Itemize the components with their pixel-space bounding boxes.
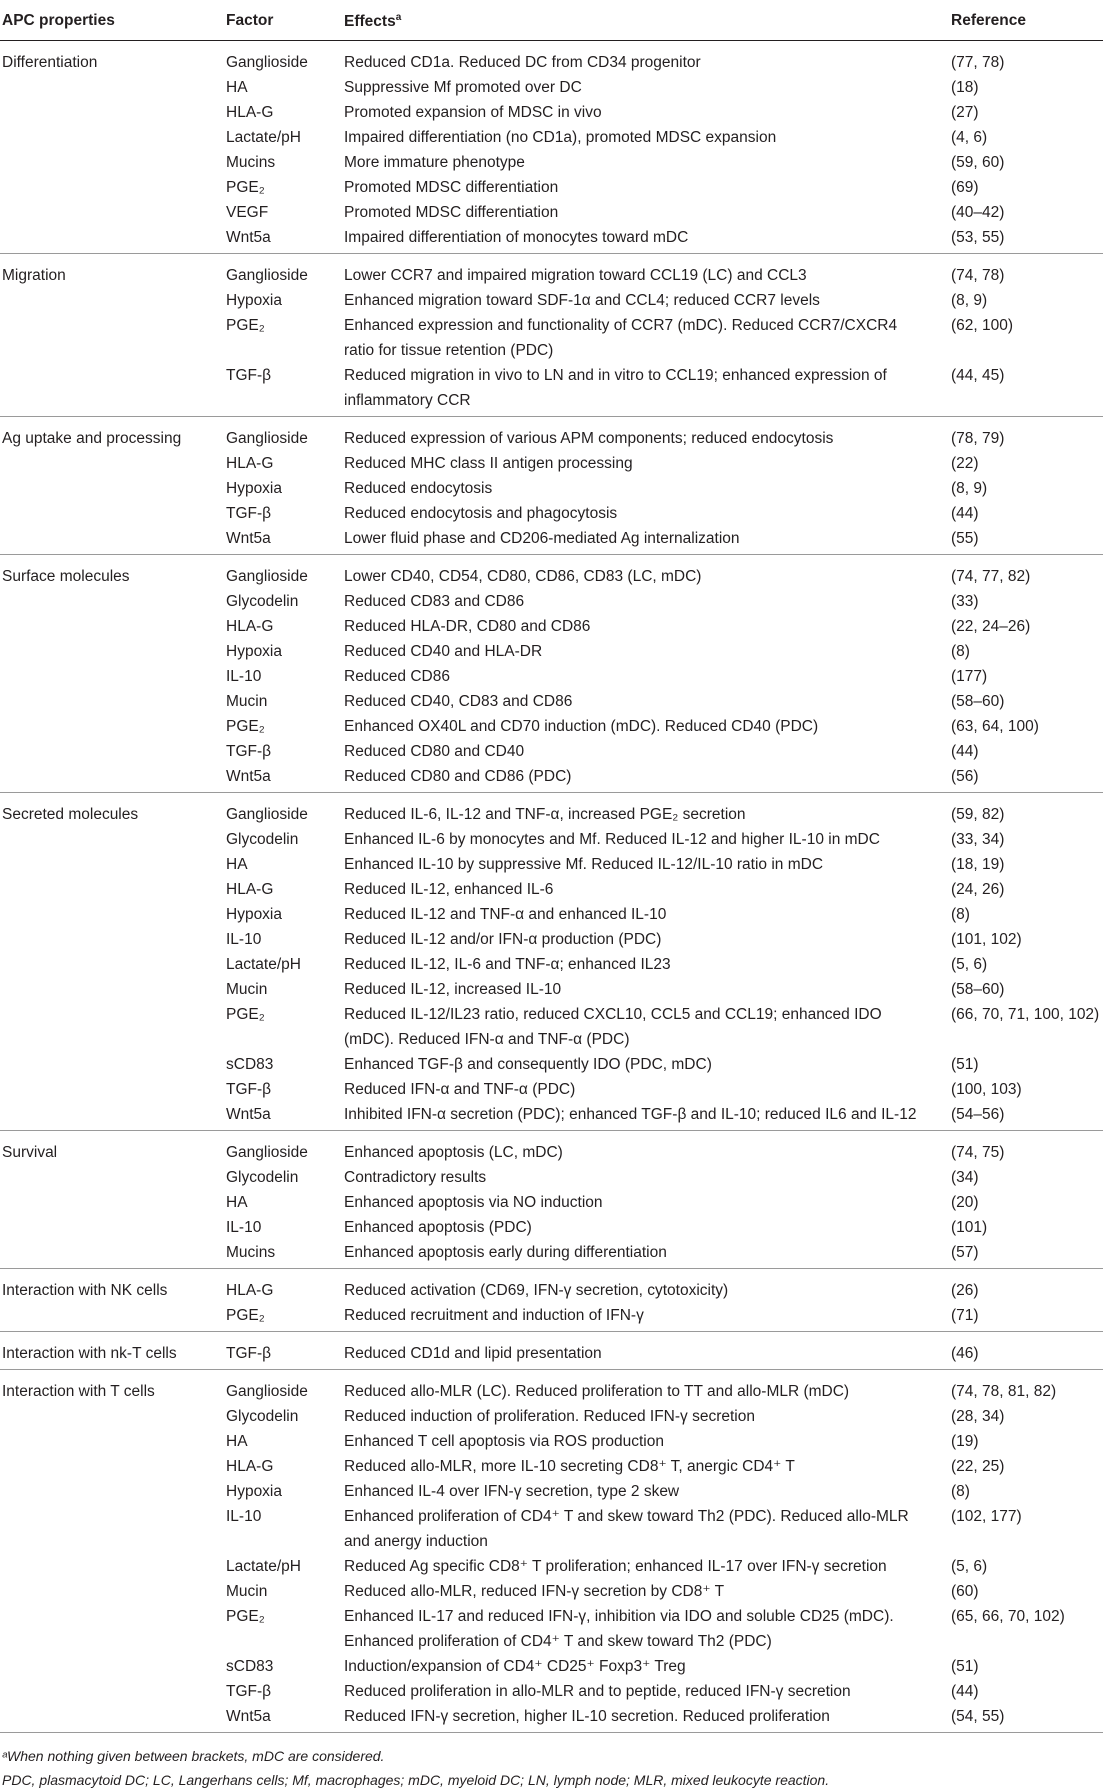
reference-cell: (59, 60) xyxy=(951,154,1005,171)
table-row xyxy=(0,100,1103,125)
table-row xyxy=(0,802,1103,827)
effect-cell: Enhanced expression and functionality of CCR7 (mDC). Reduced CCR7/CXCR4 ratio for tissue retention (PDC) xyxy=(344,317,898,359)
effect-cell: Reduced induction of proliferation. Reduced IFN-γ secretion xyxy=(344,1408,755,1425)
factor-cell: Glycodelin xyxy=(226,1408,299,1425)
reference-cell: (78, 79) xyxy=(951,430,1005,447)
effect-cell: Enhanced apoptosis (LC, mDC) xyxy=(344,1144,563,1161)
reference-cell: (71) xyxy=(951,1307,979,1324)
factor-cell: HLA-G xyxy=(226,104,274,121)
effect-cell: Enhanced IL-4 over IFN-γ secretion, type 2 skew xyxy=(344,1483,680,1500)
factor-cell: HLA-G xyxy=(226,1458,274,1475)
effect-cell: Reduced IL-6, IL-12 and TNF-α, increased PGE₂ secretion xyxy=(344,806,746,823)
row-group xyxy=(0,254,1103,417)
reference-cell: (8) xyxy=(951,1483,970,1500)
effect-cell: Reduced IL-12, enhanced IL-6 xyxy=(344,881,554,898)
table-row xyxy=(0,1454,1103,1479)
effect-cell: Reduced expression of various APM components; reduced endocytosis xyxy=(344,430,834,447)
table-row xyxy=(0,664,1103,689)
table-row xyxy=(0,1554,1103,1579)
table-row xyxy=(0,852,1103,877)
effect-cell: Reduced IL-12 and TNF-α and enhanced IL-10 xyxy=(344,906,667,923)
table-row xyxy=(0,639,1103,664)
factor-cell: Hypoxia xyxy=(226,1483,282,1500)
table-row xyxy=(0,902,1103,927)
factor-cell: Mucin xyxy=(226,693,268,710)
factor-cell: Hypoxia xyxy=(226,292,282,309)
effect-cell: Suppressive Mf promoted over DC xyxy=(344,79,582,96)
factor-cell: Hypoxia xyxy=(226,906,282,923)
effect-cell: Reduced HLA-DR, CD80 and CD86 xyxy=(344,618,591,635)
factor-cell: HLA-G xyxy=(226,881,274,898)
effect-cell: Enhanced apoptosis via NO induction xyxy=(344,1194,603,1211)
reference-cell: (102, 177) xyxy=(951,1508,1022,1525)
apc-property-label: Surface molecules xyxy=(2,568,130,585)
factor-cell: PGE₂ xyxy=(226,1006,265,1023)
reference-cell: (22) xyxy=(951,455,979,472)
effect-cell: Inhibited IFN-α secretion (PDC); enhanced TGF-β and IL-10; reduced IL6 and IL-12 xyxy=(344,1106,917,1123)
factor-cell: Glycodelin xyxy=(226,1169,299,1186)
reference-cell: (66, 70, 71, 100, 102) xyxy=(951,1006,1100,1023)
effect-cell: Induction/expansion of CD4⁺ CD25⁺ Foxp3⁺ Treg xyxy=(344,1658,686,1675)
reference-cell: (24, 26) xyxy=(951,881,1005,898)
table-row xyxy=(0,739,1103,764)
effect-cell: Reduced CD40, CD83 and CD86 xyxy=(344,693,573,710)
effect-cell: Enhanced IL-10 by suppressive Mf. Reduced IL-12/IL-10 ratio in mDC xyxy=(344,856,824,873)
table-row xyxy=(0,977,1103,1002)
table-row xyxy=(0,1479,1103,1504)
effect-cell: Reduced CD83 and CD86 xyxy=(344,593,525,610)
reference-cell: (4, 6) xyxy=(951,129,988,146)
factor-cell: sCD83 xyxy=(226,1658,274,1675)
effect-cell: Reduced CD86 xyxy=(344,668,450,685)
reference-cell: (18) xyxy=(951,79,979,96)
reference-cell: (74, 75) xyxy=(951,1144,1005,1161)
table-row xyxy=(0,1278,1103,1303)
effect-cell: Lower fluid phase and CD206-mediated Ag internalization xyxy=(344,530,740,547)
apc-property-label: Migration xyxy=(2,267,66,284)
table-row xyxy=(0,225,1103,250)
reference-cell: (44) xyxy=(951,505,979,522)
effect-cell: More immature phenotype xyxy=(344,154,525,171)
factor-cell: TGF-β xyxy=(226,505,272,522)
factor-cell: Glycodelin xyxy=(226,831,299,848)
effect-cell: Reduced IFN-α and TNF-α (PDC) xyxy=(344,1081,576,1098)
factor-cell: IL-10 xyxy=(226,1219,262,1236)
effect-cell: Promoted expansion of MDSC in vivo xyxy=(344,104,602,121)
table-row xyxy=(0,288,1103,313)
reference-cell: (22, 25) xyxy=(951,1458,1005,1475)
row-group xyxy=(0,1269,1103,1332)
effect-cell: Reduced IL-12, increased IL-10 xyxy=(344,981,562,998)
effect-cell: Promoted MDSC differentiation xyxy=(344,179,559,196)
table-row xyxy=(0,1077,1103,1102)
effect-cell: Reduced IL-12 and/or IFN-α production (PDC) xyxy=(344,931,662,948)
factor-cell: Glycodelin xyxy=(226,593,299,610)
effect-cell: Reduced allo-MLR (LC). Reduced proliferation to TT and allo-MLR (mDC) xyxy=(344,1383,850,1400)
table-row xyxy=(0,1579,1103,1604)
effect-cell: Impaired differentiation (no CD1a), promoted MDSC expansion xyxy=(344,129,777,146)
effect-cell: Reduced IL-12/IL23 ratio, reduced CXCL10, CCL5 and CCL19; enhanced IDO (mDC). Reduced IFN-α and TNF-α (PDC) xyxy=(344,1006,882,1048)
header-effects xyxy=(344,12,401,31)
reference-cell: (65, 66, 70, 102) xyxy=(951,1608,1065,1625)
factor-cell: HA xyxy=(226,1194,248,1211)
reference-cell: (20) xyxy=(951,1194,979,1211)
factor-cell: Mucins xyxy=(226,1244,276,1261)
table-row xyxy=(0,689,1103,714)
reference-cell: (8) xyxy=(951,906,970,923)
reference-cell: (74, 78) xyxy=(951,267,1005,284)
reference-cell: (22, 24–26) xyxy=(951,618,1031,635)
reference-cell: (8, 9) xyxy=(951,292,988,309)
table-body xyxy=(0,41,1103,1733)
factor-cell: Mucin xyxy=(226,981,268,998)
effect-cell: Promoted MDSC differentiation xyxy=(344,204,559,221)
table-row xyxy=(0,50,1103,75)
factor-cell: Wnt5a xyxy=(226,768,271,785)
table-row xyxy=(0,313,1103,363)
table-row xyxy=(0,125,1103,150)
table-row xyxy=(0,476,1103,501)
apc-property-label: Secreted molecules xyxy=(2,806,139,823)
factor-cell: PGE₂ xyxy=(226,1307,265,1324)
apc-property-label: Interaction with T cells xyxy=(2,1383,155,1400)
effect-cell: Reduced allo-MLR, more IL-10 secreting CD8⁺ T, anergic CD4⁺ T xyxy=(344,1458,795,1475)
table-row xyxy=(0,1303,1103,1328)
reference-cell: (74, 77, 82) xyxy=(951,568,1031,585)
factor-cell: IL-10 xyxy=(226,668,262,685)
row-group xyxy=(0,41,1103,254)
factor-cell: Lactate/pH xyxy=(226,129,301,146)
factor-cell: PGE₂ xyxy=(226,317,265,334)
reference-cell: (5, 6) xyxy=(951,1558,988,1575)
reference-cell: (5, 6) xyxy=(951,956,988,973)
table-row xyxy=(0,1704,1103,1729)
effect-cell: Reduced endocytosis and phagocytosis xyxy=(344,505,618,522)
reference-cell: (74, 78, 81, 82) xyxy=(951,1383,1057,1400)
table-row xyxy=(0,1165,1103,1190)
effect-cell: Reduced proliferation in allo-MLR and to peptide, reduced IFN-γ secretion xyxy=(344,1683,851,1700)
row-group xyxy=(0,1131,1103,1269)
effect-cell: Reduced CD40 and HLA-DR xyxy=(344,643,543,660)
effect-cell: Enhanced TGF-β and consequently IDO (PDC, mDC) xyxy=(344,1056,712,1073)
effect-cell: Lower CD40, CD54, CD80, CD86, CD83 (LC, mDC) xyxy=(344,568,702,585)
factor-cell: Lactate/pH xyxy=(226,1558,301,1575)
factor-cell: PGE₂ xyxy=(226,1608,265,1625)
table-row xyxy=(0,451,1103,476)
apc-property-label: Interaction with nk-T cells xyxy=(2,1345,177,1362)
factor-cell: HLA-G xyxy=(226,1282,274,1299)
reference-cell: (100, 103) xyxy=(951,1081,1022,1098)
row-group xyxy=(0,1332,1103,1370)
table-header xyxy=(0,0,1103,41)
reference-cell: (27) xyxy=(951,104,979,121)
factor-cell: IL-10 xyxy=(226,1508,262,1525)
table-row xyxy=(0,1002,1103,1052)
reference-cell: (54, 55) xyxy=(951,1708,1005,1725)
apc-property-label: Ag uptake and processing xyxy=(2,430,182,447)
effect-cell: Enhanced T cell apoptosis via ROS production xyxy=(344,1433,664,1450)
effect-cell: Impaired differentiation of monocytes toward mDC xyxy=(344,229,689,246)
row-group xyxy=(0,1370,1103,1733)
table-row xyxy=(0,564,1103,589)
table-row xyxy=(0,1379,1103,1404)
effect-cell: Reduced activation (CD69, IFN-γ secretion, cytotoxicity) xyxy=(344,1282,729,1299)
reference-cell: (54–56) xyxy=(951,1106,1005,1123)
factor-cell: TGF-β xyxy=(226,1683,272,1700)
reference-cell: (34) xyxy=(951,1169,979,1186)
effect-cell: Enhanced IL-6 by monocytes and Mf. Reduced IL-12 and higher IL-10 in mDC xyxy=(344,831,880,848)
effect-cell: Reduced CD1a. Reduced DC from CD34 progenitor xyxy=(344,54,701,71)
effect-cell: Reduced migration in vivo to LN and in vitro to CCL19; enhanced expression of inflammatory CCR xyxy=(344,367,887,409)
table-row xyxy=(0,1679,1103,1704)
factor-cell: VEGF xyxy=(226,204,269,221)
table-row xyxy=(0,1341,1103,1366)
table-row xyxy=(0,1604,1103,1654)
factor-cell: Ganglioside xyxy=(226,806,308,823)
factor-cell: Wnt5a xyxy=(226,530,271,547)
effect-cell: Enhanced IL-17 and reduced IFN-γ, inhibition via IDO and soluble CD25 (mDC). Enhanced proliferation of CD4⁺ T and skew toward Th2 (PDC) xyxy=(344,1608,894,1650)
row-group xyxy=(0,417,1103,555)
table-row xyxy=(0,263,1103,288)
table-row xyxy=(0,150,1103,175)
factor-cell: TGF-β xyxy=(226,1345,272,1362)
table-row xyxy=(0,1102,1103,1127)
reference-cell: (18, 19) xyxy=(951,856,1005,873)
footnote-a: ᵃWhen nothing given between brackets, mDC are considered. xyxy=(2,1748,385,1764)
table-row xyxy=(0,75,1103,100)
table-row xyxy=(0,1429,1103,1454)
header-apc-properties: APC properties xyxy=(2,12,115,29)
reference-cell: (63, 64, 100) xyxy=(951,718,1039,735)
factor-cell: sCD83 xyxy=(226,1056,274,1073)
reference-cell: (59, 82) xyxy=(951,806,1005,823)
apc-property-label: Interaction with NK cells xyxy=(2,1282,168,1299)
effect-cell: Reduced endocytosis xyxy=(344,480,493,497)
effect-cell: Enhanced apoptosis (PDC) xyxy=(344,1219,532,1236)
reference-cell: (60) xyxy=(951,1583,979,1600)
table-row xyxy=(0,714,1103,739)
effect-cell: Reduced allo-MLR, reduced IFN-γ secretion by CD8⁺ T xyxy=(344,1583,725,1600)
table-row xyxy=(0,501,1103,526)
table-row xyxy=(0,927,1103,952)
footnote-abbreviations: PDC, plasmacytoid DC; LC, Langerhans cells; Mf, macrophages; mDC, myeloid DC; LN, lymph node; MLR, mixed leukocyte reaction. xyxy=(2,1772,830,1788)
factor-cell: Ganglioside xyxy=(226,430,308,447)
reference-cell: (101) xyxy=(951,1219,988,1236)
reference-cell: (56) xyxy=(951,768,979,785)
reference-cell: (51) xyxy=(951,1658,979,1675)
factor-cell: Lactate/pH xyxy=(226,956,301,973)
factor-cell: HA xyxy=(226,1433,248,1450)
factor-cell: HLA-G xyxy=(226,455,274,472)
effect-cell: Enhanced apoptosis early during differentiation xyxy=(344,1244,667,1261)
reference-cell: (69) xyxy=(951,179,979,196)
row-group xyxy=(0,555,1103,793)
table-row xyxy=(0,200,1103,225)
reference-cell: (58–60) xyxy=(951,693,1005,710)
factor-cell: PGE₂ xyxy=(226,179,265,196)
table-row xyxy=(0,426,1103,451)
table-row xyxy=(0,1190,1103,1215)
reference-cell: (46) xyxy=(951,1345,979,1362)
reference-cell: (44) xyxy=(951,1683,979,1700)
table-row xyxy=(0,877,1103,902)
table-row xyxy=(0,952,1103,977)
table-row xyxy=(0,614,1103,639)
effect-cell: Reduced IL-12, IL-6 and TNF-α; enhanced IL23 xyxy=(344,956,671,973)
factor-cell: HA xyxy=(226,79,248,96)
reference-cell: (44) xyxy=(951,743,979,760)
table-row xyxy=(0,764,1103,789)
table-row xyxy=(0,827,1103,852)
factor-cell: TGF-β xyxy=(226,1081,272,1098)
factor-cell: Wnt5a xyxy=(226,229,271,246)
table-row xyxy=(0,1404,1103,1429)
effect-cell: Reduced CD1d and lipid presentation xyxy=(344,1345,602,1362)
factor-cell: HA xyxy=(226,856,248,873)
table-row xyxy=(0,1140,1103,1165)
effect-cell: Enhanced OX40L and CD70 induction (mDC). Reduced CD40 (PDC) xyxy=(344,718,819,735)
reference-cell: (58–60) xyxy=(951,981,1005,998)
effect-cell: Reduced CD80 and CD86 (PDC) xyxy=(344,768,572,785)
reference-cell: (28, 34) xyxy=(951,1408,1005,1425)
reference-cell: (177) xyxy=(951,668,988,685)
factor-cell: PGE₂ xyxy=(226,718,265,735)
reference-cell: (8, 9) xyxy=(951,480,988,497)
factor-cell: Hypoxia xyxy=(226,480,282,497)
effect-cell: Reduced Ag specific CD8⁺ T proliferation; enhanced IL-17 over IFN-γ secretion xyxy=(344,1558,887,1575)
effect-cell: Reduced IFN-γ secretion, higher IL-10 secretion. Reduced proliferation xyxy=(344,1708,830,1725)
factor-cell: Wnt5a xyxy=(226,1106,271,1123)
table-row xyxy=(0,1052,1103,1077)
table-row xyxy=(0,1215,1103,1240)
factor-cell: Ganglioside xyxy=(226,54,308,71)
reference-cell: (44, 45) xyxy=(951,367,1005,384)
table-row xyxy=(0,175,1103,200)
effect-cell: Reduced recruitment and induction of IFN-γ xyxy=(344,1307,644,1324)
reference-cell: (53, 55) xyxy=(951,229,1005,246)
factor-cell: Ganglioside xyxy=(226,568,308,585)
table-row xyxy=(0,1504,1103,1554)
effect-cell: Enhanced proliferation of CD4⁺ T and skew toward Th2 (PDC). Reduced allo-MLR and anergy induction xyxy=(344,1508,909,1550)
factor-cell: TGF-β xyxy=(226,367,272,384)
table-row xyxy=(0,1654,1103,1679)
reference-cell: (51) xyxy=(951,1056,979,1073)
factor-cell: Hypoxia xyxy=(226,643,282,660)
factor-cell: Wnt5a xyxy=(226,1708,271,1725)
table-row xyxy=(0,363,1103,413)
effect-cell: Lower CCR7 and impaired migration toward CCL19 (LC) and CCL3 xyxy=(344,267,807,284)
table-row xyxy=(0,589,1103,614)
header-reference: Reference xyxy=(951,12,1026,29)
effect-cell: Reduced MHC class II antigen processing xyxy=(344,455,633,472)
reference-cell: (33, 34) xyxy=(951,831,1005,848)
factor-cell: Ganglioside xyxy=(226,1144,308,1161)
reference-cell: (40–42) xyxy=(951,204,1005,221)
reference-cell: (33) xyxy=(951,593,979,610)
reference-cell: (26) xyxy=(951,1282,979,1299)
factor-cell: Ganglioside xyxy=(226,267,308,284)
reference-cell: (101, 102) xyxy=(951,931,1022,948)
header-effects-sup: a xyxy=(395,12,402,23)
reference-cell: (19) xyxy=(951,1433,979,1450)
header-effects-label: Effects xyxy=(344,13,396,31)
row-group xyxy=(0,793,1103,1131)
reference-cell: (62, 100) xyxy=(951,317,1014,334)
effect-cell: Reduced CD80 and CD40 xyxy=(344,743,525,760)
effect-cell: Enhanced migration toward SDF-1α and CCL4; reduced CCR7 levels xyxy=(344,292,820,309)
factor-cell: Mucin xyxy=(226,1583,268,1600)
table-row xyxy=(0,1240,1103,1265)
factor-cell: HLA-G xyxy=(226,618,274,635)
reference-cell: (57) xyxy=(951,1244,979,1261)
apc-property-label: Differentiation xyxy=(2,54,98,71)
header-factor: Factor xyxy=(226,12,274,29)
factor-cell: IL-10 xyxy=(226,931,262,948)
factor-cell: Ganglioside xyxy=(226,1383,308,1400)
table-row xyxy=(0,526,1103,551)
reference-cell: (55) xyxy=(951,530,979,547)
reference-cell: (77, 78) xyxy=(951,54,1005,71)
reference-cell: (8) xyxy=(951,643,970,660)
apc-property-label: Survival xyxy=(2,1144,58,1161)
effect-cell: Contradictory results xyxy=(344,1169,487,1186)
factor-cell: Mucins xyxy=(226,154,276,171)
factor-cell: TGF-β xyxy=(226,743,272,760)
